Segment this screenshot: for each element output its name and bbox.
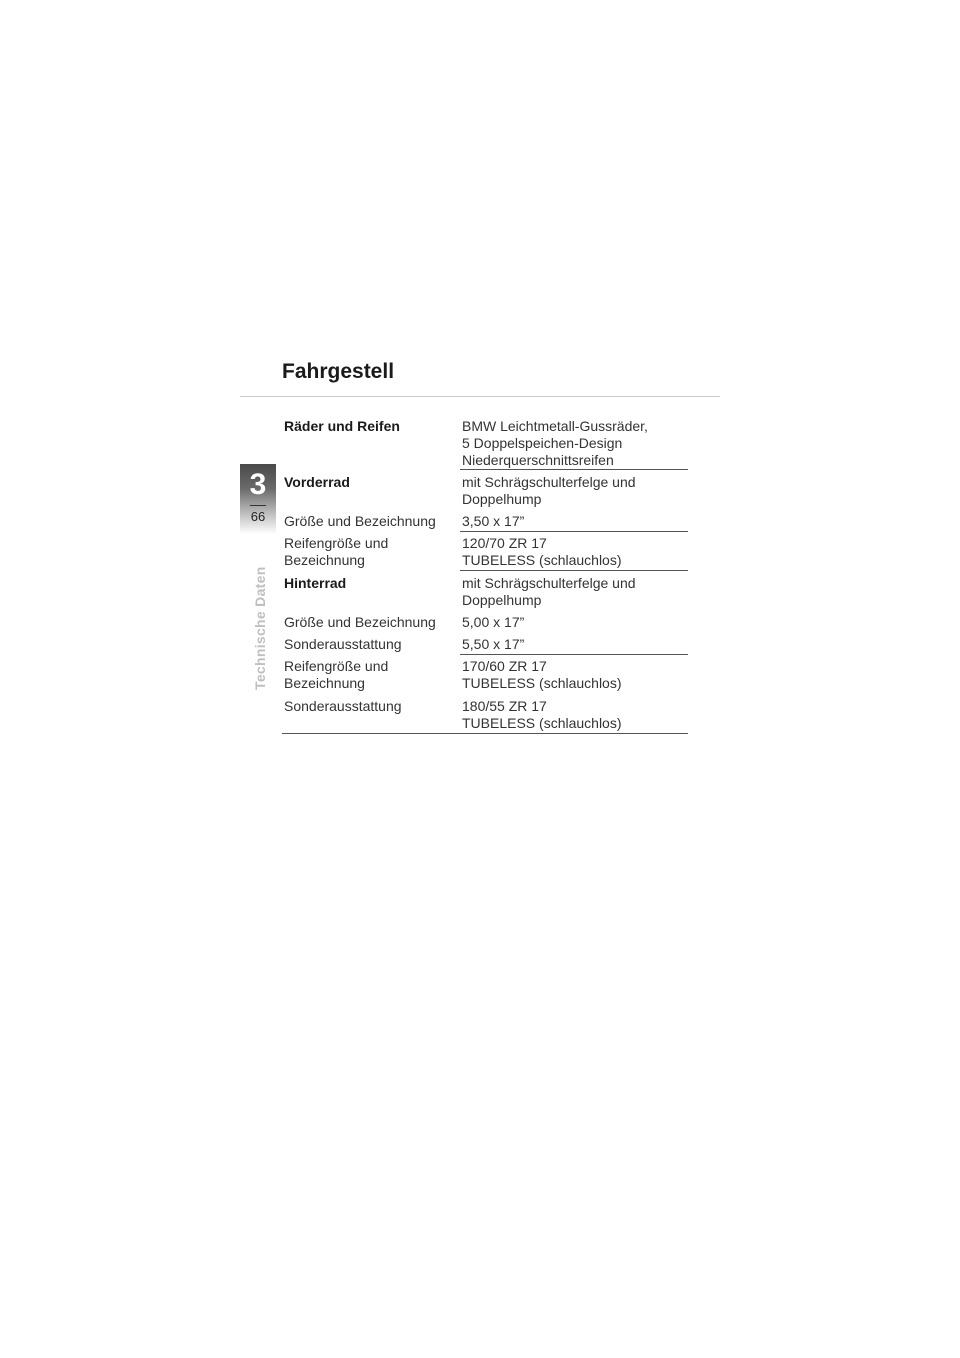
spec-label-line: Bezeichnung (284, 675, 365, 691)
row-divider (460, 654, 688, 655)
spec-label (284, 658, 454, 692)
spec-value-line: Doppelhump (462, 592, 542, 608)
spec-value (462, 535, 688, 569)
spec-label-line: Reifengröße und (284, 658, 389, 674)
spec-value-line: BMW Leichtmetall-Gussräder, (462, 418, 648, 434)
spec-value-line: TUBELESS (schlauchlos) (462, 552, 622, 568)
spec-value-line: TUBELESS (schlauchlos) (462, 715, 622, 731)
spec-label-line: Sonderausstattung (284, 698, 402, 714)
spec-label (284, 535, 454, 569)
spec-label-line: Räder und Reifen (284, 418, 400, 434)
row-divider (460, 531, 688, 532)
spec-label-line: Bezeichnung (284, 552, 365, 568)
spec-label (284, 614, 454, 631)
spec-value-line: 5,00 x 17” (462, 614, 525, 630)
spec-value-line: Niederquerschnittsreifen (462, 452, 614, 468)
spec-label (284, 575, 454, 592)
spec-label-line: Größe und Bezeichnung (284, 614, 436, 630)
spec-label-line: Vorderrad (284, 474, 350, 490)
spec-label (284, 636, 454, 653)
spec-value-line: Doppelhump (462, 491, 542, 507)
spec-value-line: 3,50 x 17” (462, 513, 525, 529)
spec-value (462, 658, 688, 692)
title-divider (240, 396, 720, 397)
spec-value (462, 513, 688, 530)
spec-label-line: Größe und Bezeichnung (284, 513, 436, 529)
spec-value (462, 636, 688, 653)
row-divider (460, 469, 688, 470)
page-title: Fahrgestell (282, 360, 395, 383)
spec-value (462, 698, 688, 732)
spec-value-line: mit Schrägschulterfelge und (462, 575, 636, 591)
side-label: Technische Daten (252, 566, 268, 690)
spec-value-line: 5,50 x 17” (462, 636, 525, 652)
spec-label (284, 698, 454, 715)
spec-value (462, 474, 688, 508)
spec-value-line: TUBELESS (schlauchlos) (462, 675, 622, 691)
spec-value-line: 170/60 ZR 17 (462, 658, 547, 674)
spec-label (284, 513, 454, 530)
table-bottom-rule (282, 733, 688, 734)
chapter-number: 3 (249, 468, 267, 501)
spec-value-line: 120/70 ZR 17 (462, 535, 547, 551)
spec-value-line: 5 Doppelspeichen-Design (462, 435, 623, 451)
spec-label-line: Hinterrad (284, 575, 347, 591)
spec-value-line: 180/55 ZR 17 (462, 698, 547, 714)
spec-label-line: Reifengröße und (284, 535, 389, 551)
chapter-tab-divider (250, 505, 266, 506)
spec-value (462, 614, 688, 631)
spec-label-line: Sonderausstattung (284, 636, 402, 652)
spec-value-line: mit Schrägschulterfelge und (462, 474, 636, 490)
spec-label (284, 474, 454, 491)
spec-label (284, 418, 454, 435)
row-divider (460, 570, 688, 571)
spec-value (462, 575, 688, 609)
page-number: 66 (250, 509, 266, 524)
spec-value (462, 418, 688, 469)
chapter-tab (240, 464, 276, 534)
